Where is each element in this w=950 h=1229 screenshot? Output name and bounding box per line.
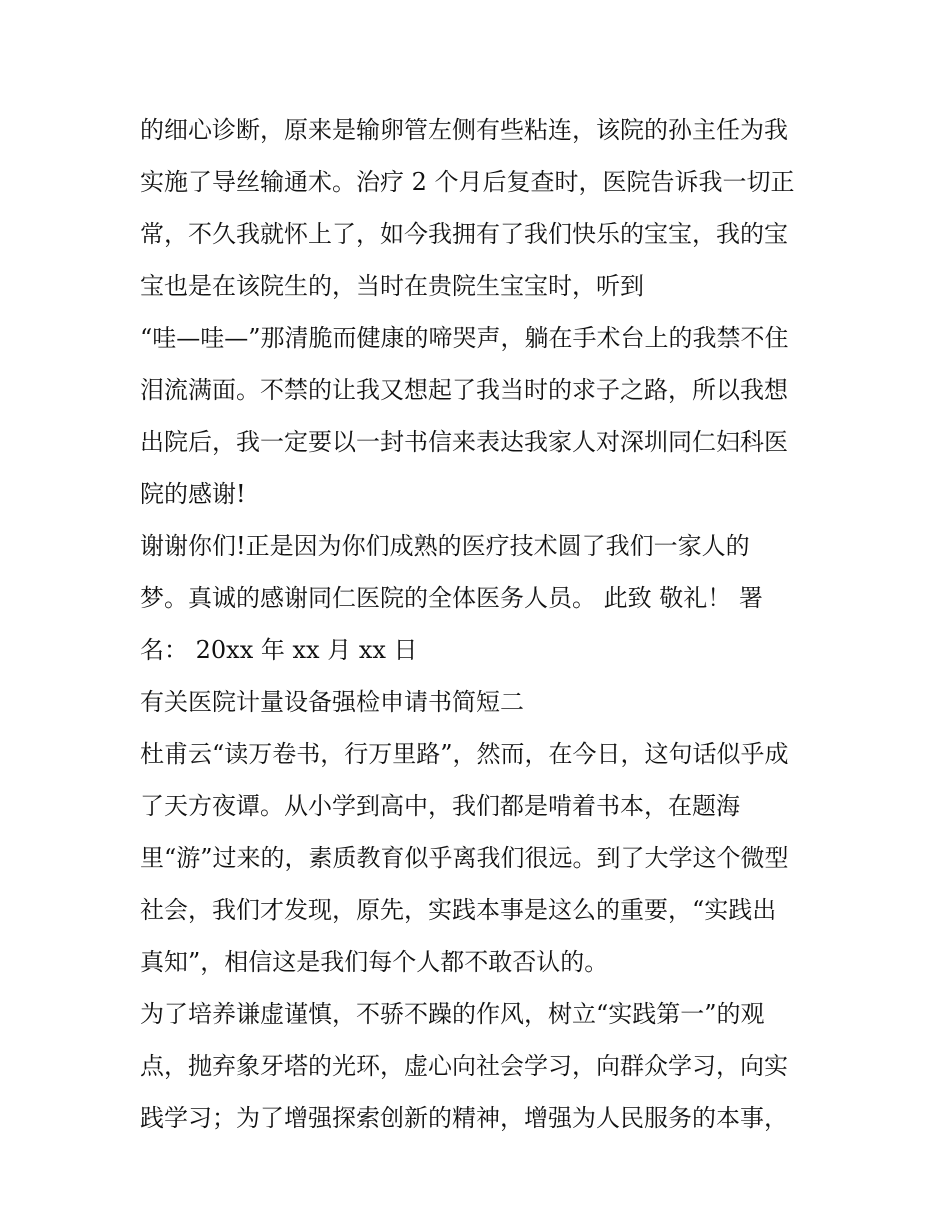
text-line: 宝也是在该院生的，当时在贵院生宝宝时，听到 — [140, 272, 644, 300]
text-line: 梦。真诚的感谢同仁医院的全体医务人员。 此致 敬礼！ 署 — [140, 584, 763, 612]
document-body — [140, 104, 830, 1144]
date-line: 名： 20xx 年 xx 月 xx 日 — [140, 636, 418, 664]
text-line: 杜甫云“读万卷书，行万里路”，然而，在今日，这句话似乎成 — [140, 740, 789, 768]
text-line: “哇—哇—”那清脆而健康的啼哭声，躺在手术台上的我禁不住 — [140, 324, 789, 352]
text-line: 出院后，我一定要以一封书信来表达我家人对深圳同仁妇科医 — [140, 428, 788, 456]
text-line: 谢谢你们!正是因为你们成熟的医疗技术圆了我们一家人的 — [140, 532, 750, 560]
text-line: 践学习；为了增强探索创新的精神，增强为人民服务的本事， — [140, 1104, 788, 1132]
text-line: 实施了导丝输通术。治疗 2 个月后复查时，医院告诉我一切正 — [140, 168, 795, 196]
text-line: 了天方夜谭。从小学到高中，我们都是啃着书本，在题海 — [140, 792, 740, 820]
text-line: 泪流满面。不禁的让我又想起了我当时的求子之路，所以我想 — [140, 376, 788, 404]
text-line: 为了培养谦虚谨慎，不骄不躁的作风，树立“实践第一”的观 — [140, 1000, 765, 1028]
text-line: 常，不久我就怀上了，如今我拥有了我们快乐的宝宝，我的宝 — [140, 220, 788, 248]
text-line: 真知”，相信这是我们每个人都不敢否认的。 — [140, 948, 609, 976]
text-line: 的细心诊断，原来是输卵管左侧有些粘连，该院的孙主任为我 — [140, 116, 788, 144]
text-line: 点，抛弃象牙塔的光环，虚心向社会学习，向群众学习，向实 — [140, 1052, 788, 1080]
text-line: 社会，我们才发现，原先，实践本事是这么的重要，“实践出 — [140, 896, 777, 924]
text-line: 院的感谢! — [140, 480, 246, 508]
text-line: 里“游”过来的，素质教育似乎离我们很远。到了大学这个微型 — [140, 844, 789, 872]
section-heading: 有关医院计量设备强检申请书简短二 — [140, 688, 524, 716]
